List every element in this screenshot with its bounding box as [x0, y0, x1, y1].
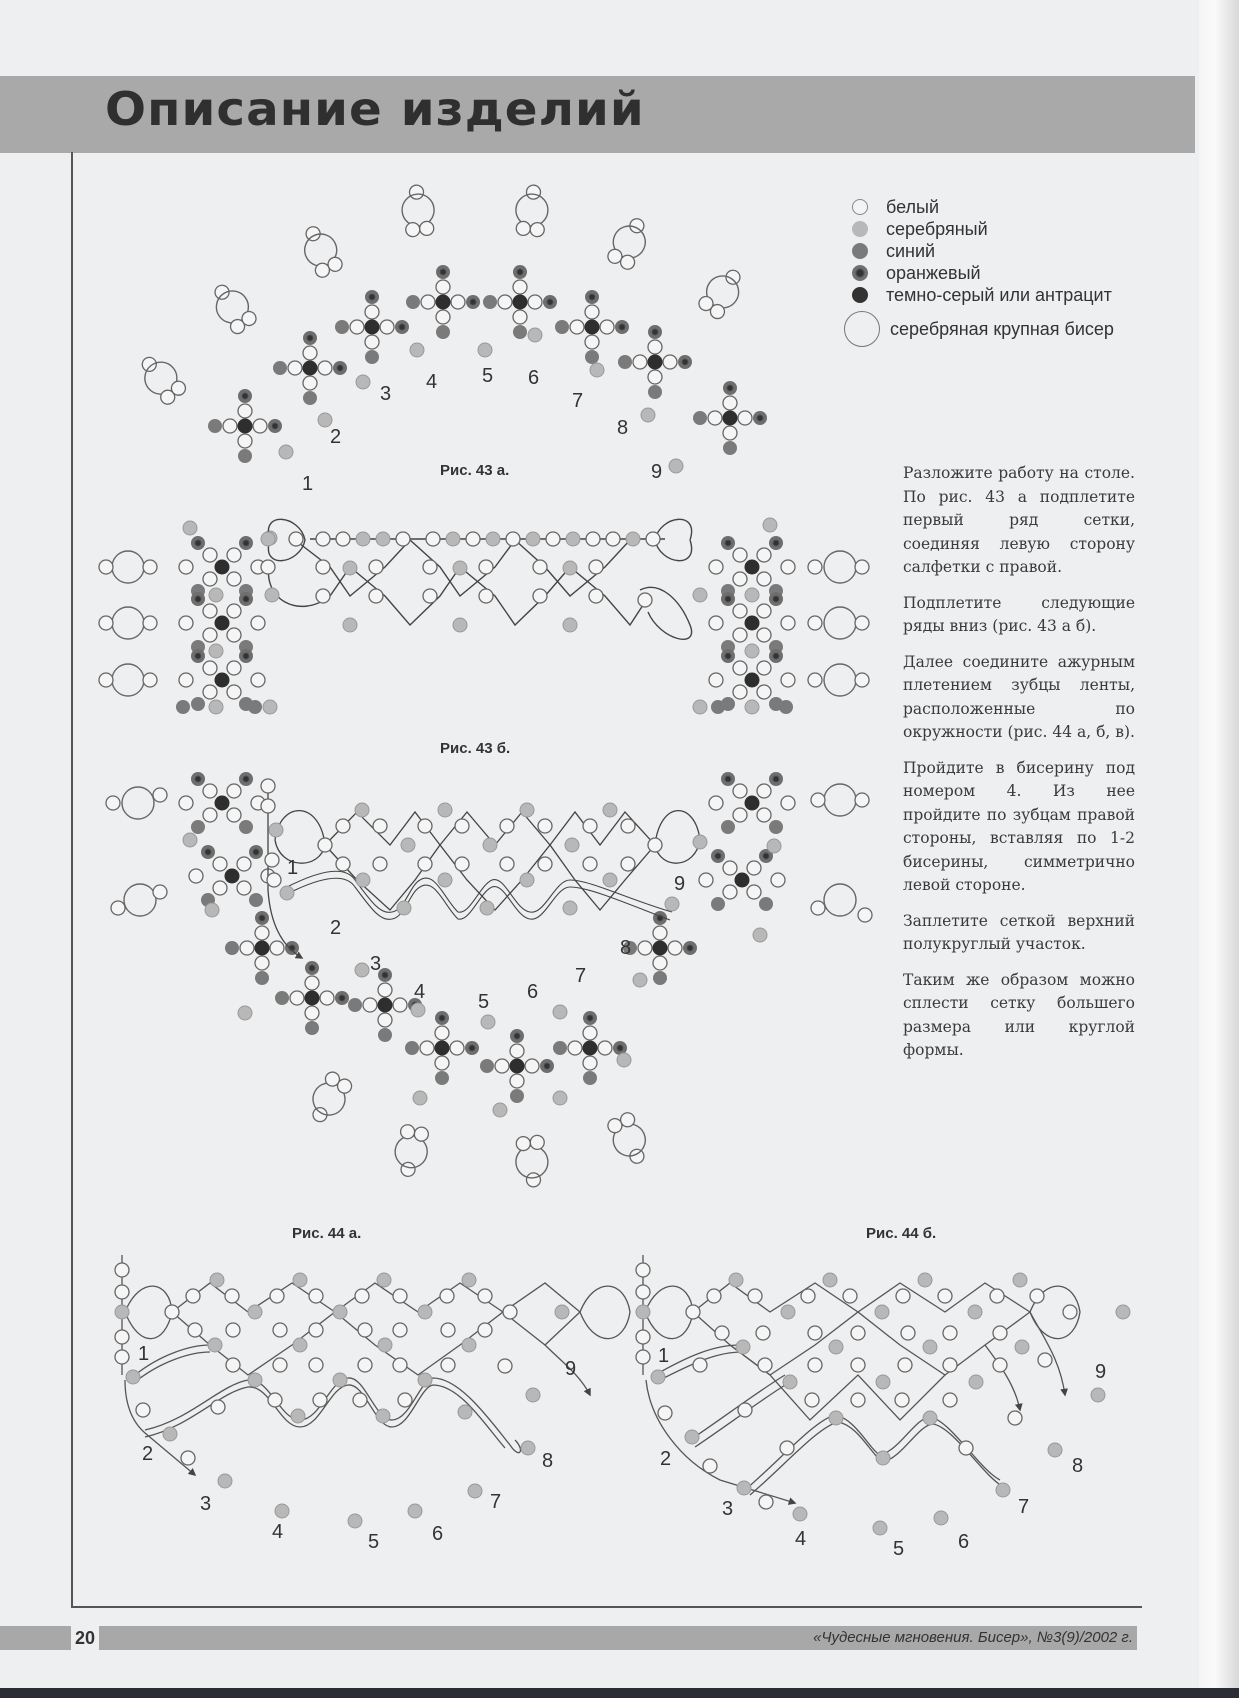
svg-text:9: 9 [565, 1358, 577, 1380]
svg-text:3: 3 [380, 383, 392, 405]
fig-43a-net-beads [261, 532, 660, 632]
legend-item-silver: серебряный [852, 218, 1114, 240]
instruction-paragraph: Разложите работу на столе. По рис. 43 а подплетите первый ряд сетки, соединяя левую сторону салфетки с правой. [903, 464, 1135, 576]
publication-title: «Чудесные мгновения. Бисер», №3(9)/2002 г. [813, 1629, 1133, 1646]
svg-text:2: 2 [142, 1443, 154, 1465]
svg-text:5: 5 [893, 1538, 905, 1560]
svg-text:2: 2 [660, 1448, 672, 1470]
svg-text:3: 3 [722, 1498, 734, 1520]
svg-text:9: 9 [1095, 1361, 1107, 1383]
fig-43b-right-side [623, 772, 872, 987]
svg-text:4: 4 [272, 1521, 284, 1543]
page-number: 20 [71, 1626, 99, 1650]
fig-43a-right-column [693, 518, 869, 714]
fig-43a-left-column [99, 521, 277, 714]
svg-text:6: 6 [432, 1523, 444, 1545]
svg-text:6: 6 [527, 981, 539, 1003]
svg-text:9: 9 [674, 873, 686, 895]
fig-44a-net [122, 1255, 630, 1475]
svg-text:9: 9 [651, 461, 663, 483]
svg-text:2: 2 [330, 426, 342, 448]
scan-edge [0, 1688, 1239, 1698]
svg-text:4: 4 [414, 981, 426, 1003]
fig-43a-caption: Рис. 43 а. [440, 462, 510, 479]
svg-text:1: 1 [302, 473, 314, 495]
svg-text:7: 7 [572, 390, 584, 412]
svg-text:6: 6 [528, 367, 540, 389]
fig-43b-left-side [106, 772, 349, 1035]
legend-item-large-silver: серебряная крупная бисер [852, 310, 1114, 348]
svg-text:6: 6 [958, 1531, 970, 1553]
svg-text:2: 2 [330, 917, 342, 939]
instruction-paragraph: Таким же образом можно сплести сетку большего размера или круглой формы. [903, 970, 1135, 1059]
svg-text:1: 1 [138, 1343, 150, 1365]
svg-text:1: 1 [658, 1345, 670, 1367]
fig-43b-caption: Рис. 43 б. [440, 740, 511, 757]
legend-item-white: белый [852, 196, 1114, 218]
page-title: Описание изделий [105, 82, 645, 136]
fig-44b-caption: Рис. 44 б. [866, 1225, 937, 1242]
legend-item-orange: оранжевый [852, 262, 1114, 284]
fig-44a-caption: Рис. 44 а. [292, 1225, 362, 1242]
svg-text:8: 8 [617, 417, 629, 439]
svg-text:4: 4 [795, 1528, 807, 1550]
svg-text:8: 8 [542, 1450, 554, 1472]
svg-text:7: 7 [1018, 1496, 1030, 1518]
legend-item-blue: синий [852, 240, 1114, 262]
svg-text:7: 7 [490, 1491, 502, 1513]
legend-item-darkgray: темно-серый или антрацит [852, 284, 1114, 306]
svg-text:3: 3 [200, 1493, 212, 1515]
svg-text:5: 5 [368, 1531, 380, 1553]
fig-44b-beads [636, 1263, 1130, 1535]
svg-text:5: 5 [482, 365, 494, 387]
instruction-paragraph: Подплетите следующие ряды вниз (рис. 43 а б). [903, 593, 1135, 635]
instruction-paragraph: Пройдите в бисерину под номером 4. Из нее пройдите по зубцам правой стороны, вставляя по 1-2 бисерины, симметрично левой стороне. [903, 758, 1135, 894]
instruction-paragraph: Далее соедините ажурным плетением зубцы ленты, расположенные по окружности (рис. 44 а, б, в). [903, 652, 1135, 741]
svg-text:1: 1 [287, 857, 299, 879]
svg-text:5: 5 [478, 991, 490, 1013]
svg-text:7: 7 [575, 965, 587, 987]
svg-text:8: 8 [1072, 1455, 1084, 1477]
svg-text:8: 8 [620, 937, 632, 959]
instruction-paragraph: Заплетите сеткой верхний полукруглый участок. [903, 911, 1135, 953]
fig-43a-arc [133, 184, 767, 473]
svg-text:4: 4 [426, 371, 438, 393]
svg-text:3: 3 [370, 953, 382, 975]
